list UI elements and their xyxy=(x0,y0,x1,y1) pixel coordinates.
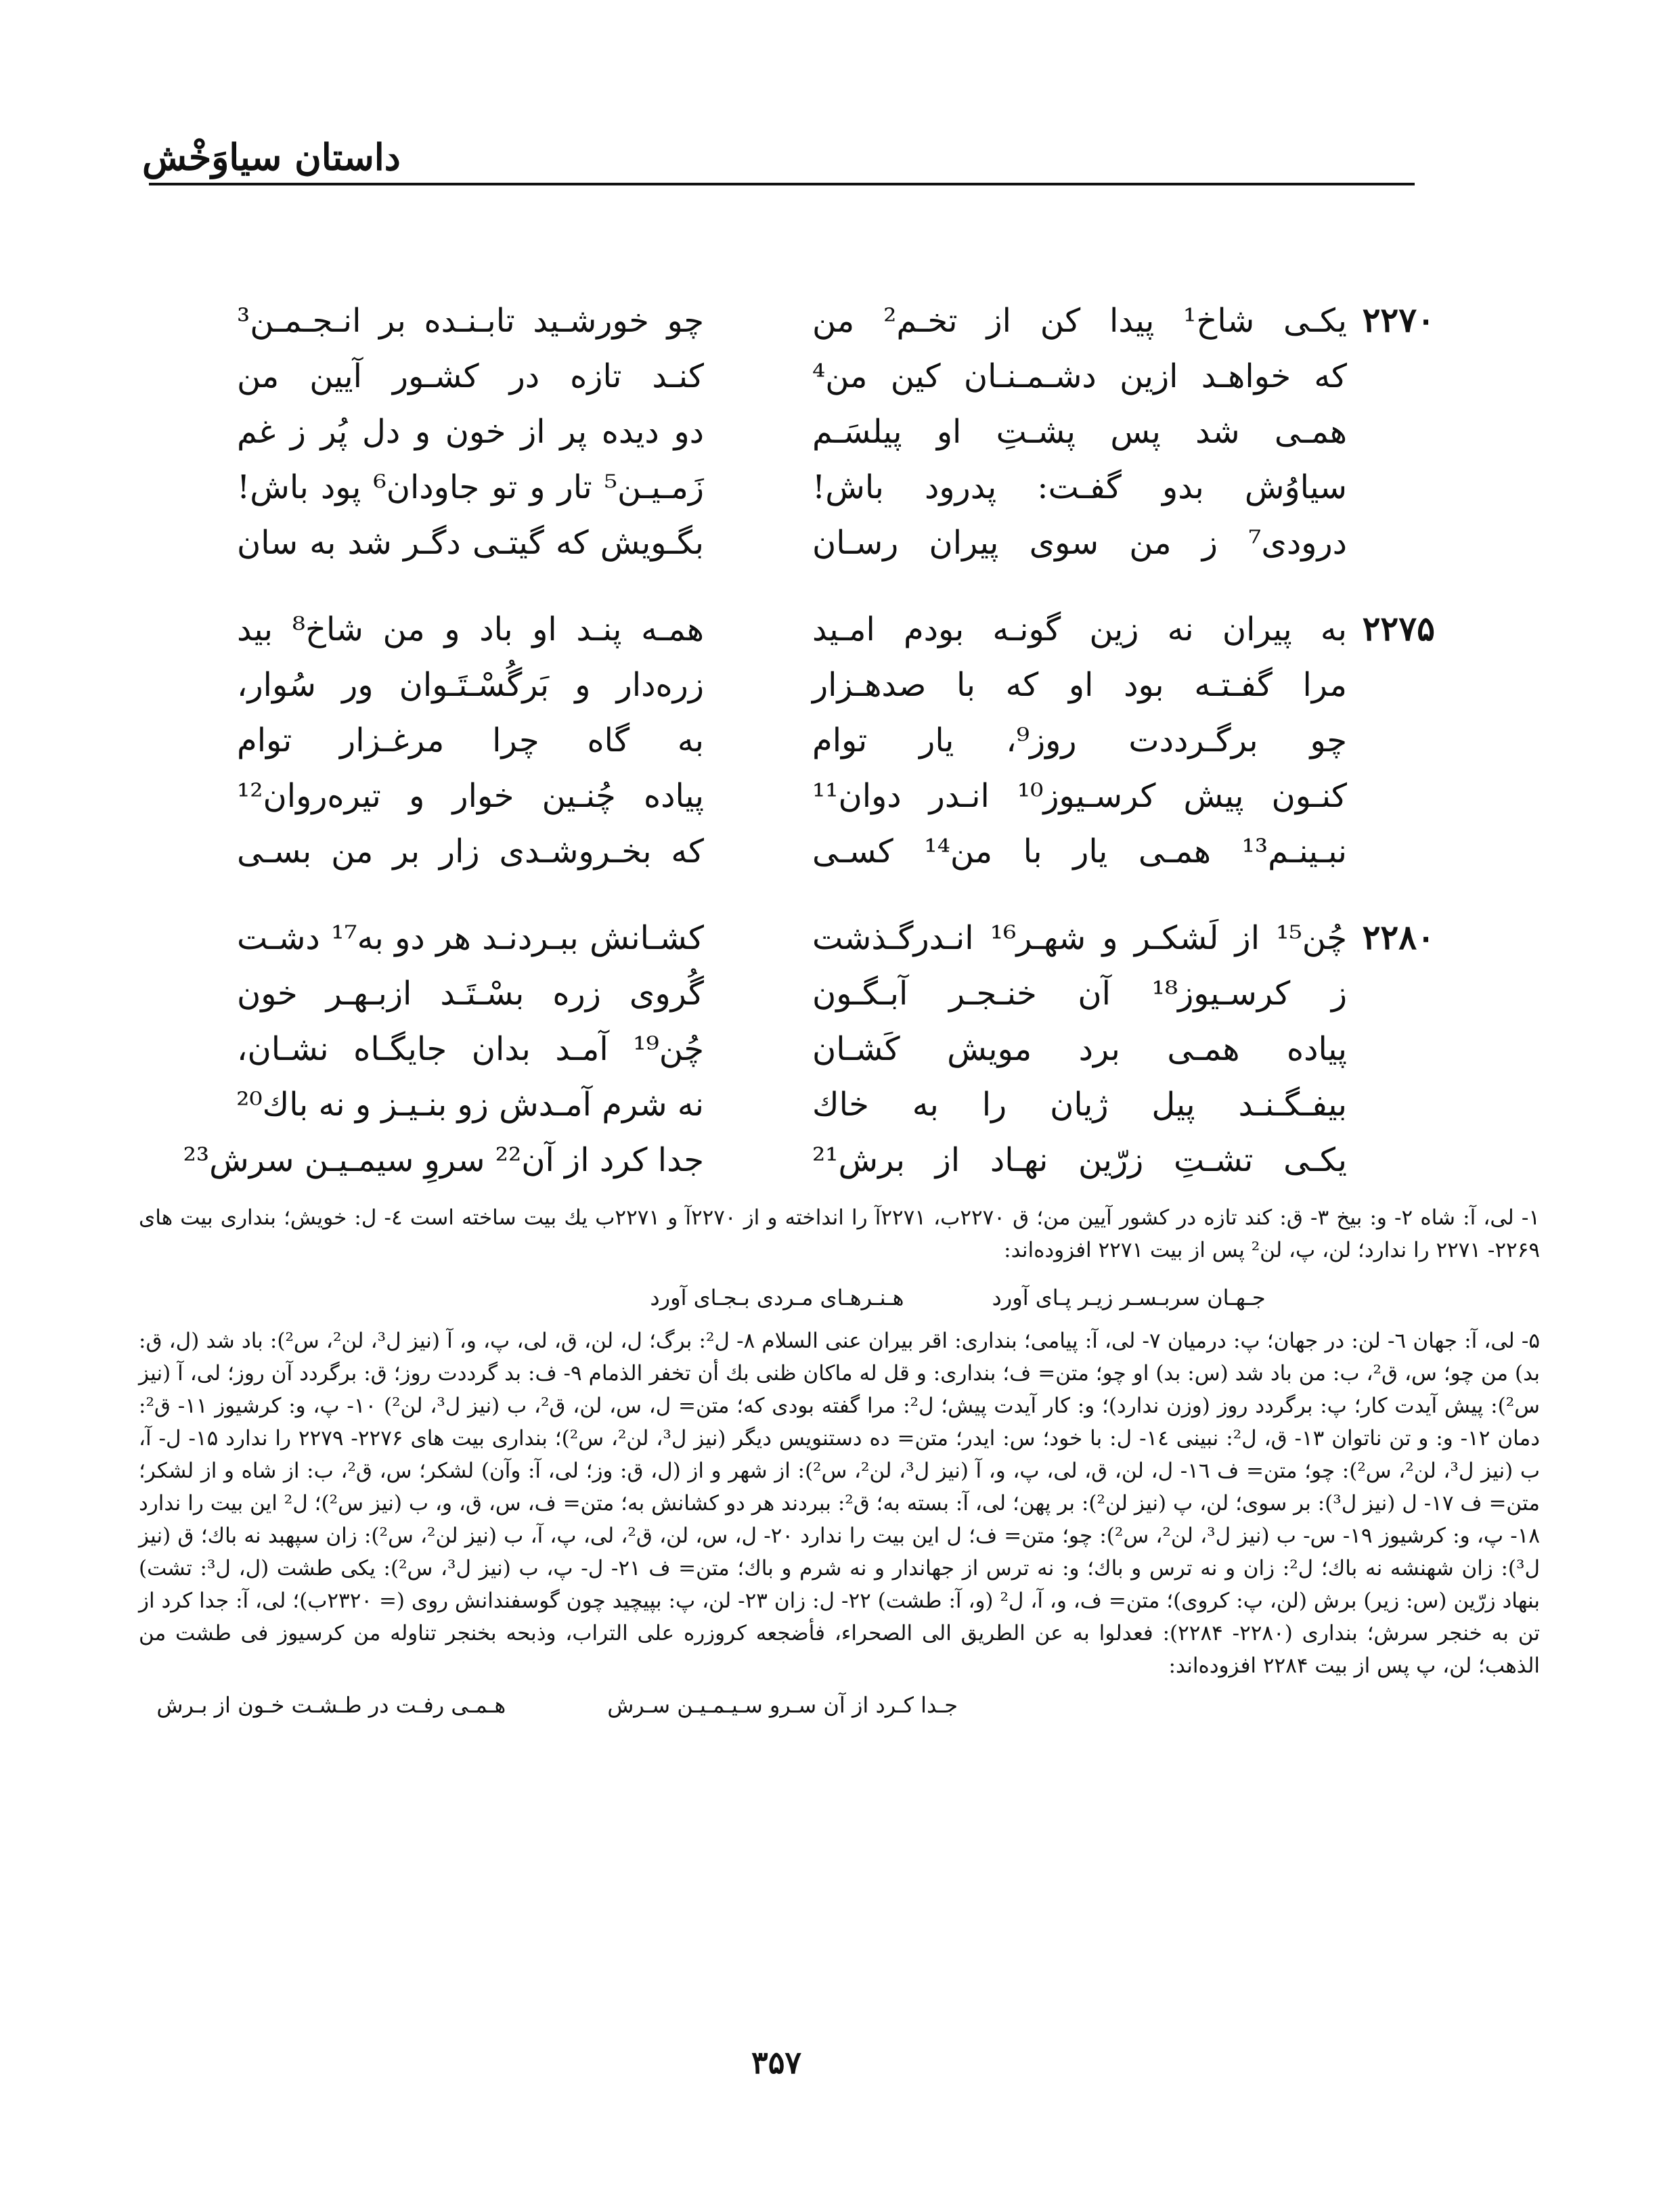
first-hemistich: ز کرسـیوز¹⁸ آن خنـجـر آبـگـون xyxy=(812,975,1348,1013)
quoted-hemistich-first: جـهـان سربـسـر زیـر پـای آورد xyxy=(992,1285,1266,1310)
first-hemistich: که خواهـد ازین دشـمـنـان کین من⁴ xyxy=(812,357,1347,395)
first-hemistich: چو برگـردد‌ت روز⁹، یار توام xyxy=(812,722,1347,759)
verse-line xyxy=(237,451,1442,506)
second-hemistich: زَمـیـن⁵ تار و تو جاودان⁶ پود باش! xyxy=(237,468,704,506)
first-hemistich: بیفـگـنـد پیل ژیان را به خاك xyxy=(812,1086,1347,1124)
verse-number: ۲۲۷۵ xyxy=(1362,609,1435,648)
second-hemistich: کنـد تازه در کشـور آیین من xyxy=(237,357,704,395)
first-hemistich: به پیران نه زین گونـه بودم امـید xyxy=(812,611,1347,648)
first-hemistich: همـی شد پس پشـتِ او پیلسَـم xyxy=(812,413,1347,451)
second-hemistich: کشـانش ببـردنـد هر دو به¹⁷ دشـت xyxy=(237,919,704,957)
second-hemistich: جدا کرد از آن²² سروِ سیمـیـن سرش²³ xyxy=(183,1141,704,1179)
verse-line xyxy=(236,1068,1442,1124)
second-hemistich: نه شرم آمـدش زو بنـیـز و نه باك²⁰ xyxy=(236,1086,704,1124)
first-hemistich: پیاده همـی برد مویش کَشـان xyxy=(812,1030,1347,1068)
verse-number: ۲۲۸۰ xyxy=(1362,917,1435,957)
verse-line xyxy=(183,1124,1442,1179)
verse-line xyxy=(237,759,1442,815)
second-hemistich: بگـویش که گیتـی دگـر شد به سان xyxy=(237,524,704,562)
footnotes-apparatus xyxy=(139,1201,1540,1732)
verse-line xyxy=(237,902,1442,957)
poem-body xyxy=(183,284,1442,1210)
verse-line xyxy=(237,957,1442,1013)
quoted-verse xyxy=(139,1689,1540,1721)
verse-line xyxy=(237,648,1442,704)
first-hemistich: یکـی شاخ¹ پیدا کن از تخـم² من xyxy=(812,302,1347,340)
page-number: ۳۵۷ xyxy=(751,2044,802,2081)
footnote-block: ۵- لی، آ: جهان ٦- لن: در جهان؛ پ: درمیان ۷- لی، آ: پیامی؛ بنداری: اقر بیران عنی السلام ۸- ل²: برگ؛ ل، لن، ق، لی، پ، و، آ (نیز ل³، لن²، س²): باد شد (ل، ق: بد) من چو؛ س، ق²، ب: من باد شد (س: بد) او چو؛ متن= ف؛ بنداری: و قل له ماکان ظنی بك أن تخفر الذمام ۹- ف: بد گرددت روز؛ ق: برگردد آن روز؛ لی، آ (نیز س²): پیش آیدت کار؛ پ: برگردد روز (وزن ندارد)؛ و: کار آیدت پیش؛ ل²: مرا گفته بودی که؛ متن= ل، س، لن، ق²، ب (نیز ل³، لن²) ۱۰- پ، و: کرشیوز ۱۱- ق²: دمان ۱۲- و: و تن ناتوان ۱۳- ق، ل²: نبینی ١٤- ل: با خود؛ س: ایدر؛ متن= ده دستنویس دیگر (نیز ل³، لن²، س²)؛ بنداری بیت های ۲۲۷۶- ۲۲۷۹ را ندارد ۱۵- ل- آ، ب (نیز ل³، لن²، س²): چو؛ متن= ف ١٦- ل، لن، ق، لی، پ، و، آ (نیز ل³، لن²، س²): از شهر و از (ل، ق: وز؛ لی، آ: وآن) لشکر؛ س، ق²، ب: از شاه و از لشکر؛ متن= ف ۱۷- ل (نیز ل³): بر سوی؛ لن، پ (نیز لن²): بر پهن؛ لی، آ: بسته به؛ ق²: ببردند هر دو کشانش به؛ متن= ف، س، ق، و، ب (نیز س²)؛ ل² این بیت را ندارد ۱۸- پ، و: کرشیوز ۱۹- س- ب (نیز ل³، لن²، س²): چو؛ متن= ف؛ ل این بیت را ندارد ۲۰- ل، س، لن، ق²، لی، پ، آ، ب (نیز لن²، س²): زان سپهبد نه باك؛ ق (نیز ل³): زان شهنشه نه باك؛ ل²: زان و نه ترس و باك؛ و: نه ترس از جهاندار و نه شرم و باك؛ متن= ف ۲۱- ل- پ، ب (نیز ل³، س²): یکی طشت (ل، ل³: تشت) بنهاد زرّین (س: زیر) برش (لن، پ: کروی)؛ متن= ف، و، آ، ل² (و، آ: طشت) ۲۲- ل: زان ۲۳- لن، پ: بپیچید چون گوسفندانش روی (= ۲۳۲۰ب)؛ لی، آ: جدا کرد از تن به خنجر سرش؛ بنداری (۲۲۸۰- ۲۲۸۴): فعدلوا به عن الطریق الی الصحراء، فأضجعه کروزره علی التراب، وذبحه بخنجر تناوله من کرسیوز فی طشت من الذهب؛ لن، پ پس از بیت ۲۲۸۴ افزوده‌اند: xyxy=(139,1329,1541,1678)
first-hemistich: نبـینـم¹³ همـی یار با من¹⁴ کسـی xyxy=(812,833,1348,870)
verse-line xyxy=(237,395,1442,451)
second-hemistich: که بخـروشـدی زار بر من بسـی xyxy=(237,833,704,870)
quoted-hemistich-second: هـنـرهـای مـردی بـجـای آورد xyxy=(650,1285,904,1310)
second-hemistich: چو خورشـید تابـنـده بر انـجـمـن³ xyxy=(237,302,704,340)
first-hemistich: درودی⁷ ز من سوی پیران رسـان xyxy=(812,524,1347,562)
verse-line xyxy=(237,340,1442,395)
verse-line xyxy=(237,815,1442,870)
second-hemistich: زره‌دار و بَرگُسْـتَـوان ور سُوار، xyxy=(237,666,704,704)
second-hemistich: به گاه چرا مرغـزار توام xyxy=(237,722,704,759)
first-hemistich: چُن¹⁵ از لَشکـر و شهـر¹⁶ انـدرگـذشت xyxy=(812,919,1347,957)
first-hemistich: سیاوُش بدو گفـت: پدرود باش! xyxy=(812,468,1347,506)
stanza xyxy=(237,593,1442,870)
verse-line xyxy=(237,593,1442,648)
verse-line xyxy=(237,1013,1442,1068)
verse-line xyxy=(237,506,1442,562)
verse-line xyxy=(237,704,1442,759)
header-rule-divider xyxy=(149,183,1415,185)
footnote-block: ۱- لی، آ: شاه ۲- و: بیخ ۳- ق: کند تازه در کشور آیین من؛ ق ۲۲۷۰ب، ۲۲۷۱آ را انداخته و از ۲۲۷۰آ و ۲۲۷۱ب یك بیت ساخته است ٤- ل: خویش؛ بنداری بیت های ۲۲۶۹- ۲۲۷۱ را ندارد؛ لن، پ، لن² پس از بیت ۲۲۷۱ افزوده‌اند: xyxy=(139,1206,1540,1262)
quoted-verse xyxy=(139,1281,1540,1314)
second-hemistich: گُروی زره بسْـتَـد ازبـهـر خون xyxy=(237,975,704,1013)
verse-line xyxy=(237,284,1442,340)
running-head-title: داستان سیاوَخْش xyxy=(142,135,401,179)
first-hemistich: مرا گفـتـه بود او که با صدهـزار xyxy=(812,666,1347,704)
first-hemistich: کنـون پیش کرسـیوز¹⁰ انـدر دوان¹¹ xyxy=(812,777,1347,815)
second-hemistich: چُن¹⁹ آمـد بدان جایگـاه نشـان، xyxy=(237,1030,704,1068)
first-hemistich: یکـی تشـتِ زرّین نهـاد از برش²¹ xyxy=(812,1141,1347,1179)
stanza xyxy=(237,284,1442,562)
stanza xyxy=(183,902,1442,1179)
second-hemistich: همـه پنـد او باد و من شاخ⁸ بید xyxy=(237,611,705,648)
quoted-hemistich-first: جـدا کـرد از آن سـرو سـیـمـیـن سـرش xyxy=(607,1692,958,1718)
second-hemistich: دو دیده پر از خون و دل پُر ز غم xyxy=(237,413,704,451)
verse-number: ۲۲۷۰ xyxy=(1362,300,1435,340)
quoted-hemistich-second: هـمـی رفـت در طـشـت خـون از بـرش xyxy=(156,1692,506,1718)
second-hemistich: پیاده چُنـین خوار و تیره‌روان¹² xyxy=(237,777,704,815)
